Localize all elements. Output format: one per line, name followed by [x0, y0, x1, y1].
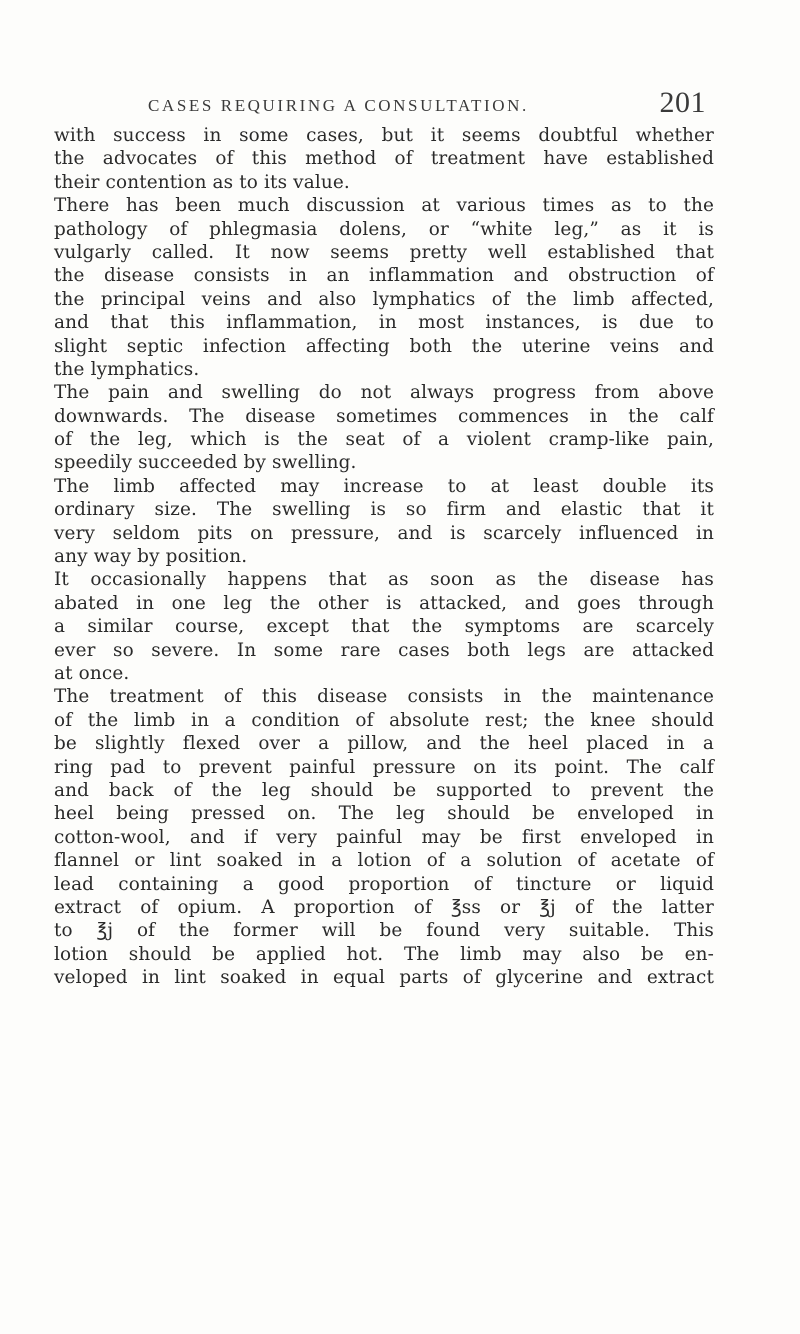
text-line: veloped in lint soaked in equal parts of glycerine and extract — [54, 967, 714, 989]
text-line: any way by position. — [54, 546, 248, 568]
text-line: vulgarly called. It now seems pretty well established that — [54, 241, 714, 263]
text-line: downwards. The disease sometimes commences in the calf — [54, 405, 714, 427]
text-line: The limb affected may increase to at least double its — [54, 475, 714, 497]
text-line: abated in one leg the other is attacked, and goes through — [54, 592, 714, 614]
text-line: be slightly flexed over a pillow, and the heel placed in a — [54, 733, 714, 755]
text-line: speedily succeeded by swelling. — [54, 452, 357, 474]
text-line: of the limb in a condition of absolute rest; the knee should — [54, 709, 714, 731]
text-line: ring pad to prevent painful pressure on its point. The calf — [54, 756, 714, 778]
text-line: at once. — [54, 662, 130, 684]
text-line: their contention as to its value. — [54, 171, 350, 193]
text-line: cotton-wool, and if very painful may be first enveloped in — [54, 826, 714, 848]
text-line: to ℥j of the former will be found very suitable. This — [54, 920, 714, 942]
text-line: It occasionally happens that as soon as the disease has — [54, 569, 714, 591]
text-line: and back of the leg should be supported to prevent the — [54, 779, 714, 801]
text-line: flannel or lint soaked in a lotion of a solution of acetate of — [54, 850, 714, 872]
page-number: 201 — [659, 86, 706, 119]
text-line: The treatment of this disease consists in the maintenance — [54, 686, 714, 708]
text-line: of the leg, which is the seat of a violent cramp-like pain, — [54, 429, 714, 451]
text-line: the disease consists in an inflammation and obstruction of — [54, 265, 714, 287]
text-line: slight septic infection affecting both the uterine veins and — [54, 335, 714, 357]
text-line: the lymphatics. — [54, 358, 200, 380]
text-line: the principal veins and also lymphatics of the limb affected, — [54, 288, 714, 310]
text-line: lotion should be applied hot. The limb may also be en- — [54, 943, 714, 965]
text-line: ever so severe. In some rare cases both legs are attacked — [54, 639, 714, 661]
text-line: the advocates of this method of treatment have established — [54, 148, 714, 170]
text-line: very seldom pits on pressure, and is scarcely influenced in — [54, 522, 714, 544]
text-line: with success in some cases, but it seems doubtful whether — [54, 125, 714, 146]
text-line: and that this inflammation, in most instances, is due to — [54, 312, 714, 334]
running-head — [96, 86, 708, 126]
text-line: ordinary size. The swelling is so firm and elastic that it — [54, 499, 714, 521]
text-line: extract of opium. A proportion of ℥ss or ℥j of the latter — [54, 896, 714, 918]
text-line: There has been much discussion at various times as to the — [54, 195, 714, 217]
text-line: heel being pressed on. The leg should be enveloped in — [54, 803, 714, 825]
text-line: a similar course, except that the symptoms are scarcely — [54, 616, 714, 638]
running-title: CASES REQUIRING A CONSULTATION. — [148, 96, 529, 115]
text-line: lead containing a good proportion of tincture or liquid — [54, 873, 714, 895]
text-line: The pain and swelling do not always progress from above — [54, 382, 714, 404]
body-text — [54, 124, 714, 989]
text-line: pathology of phlegmasia dolens, or “white leg,” as it is — [54, 218, 714, 240]
